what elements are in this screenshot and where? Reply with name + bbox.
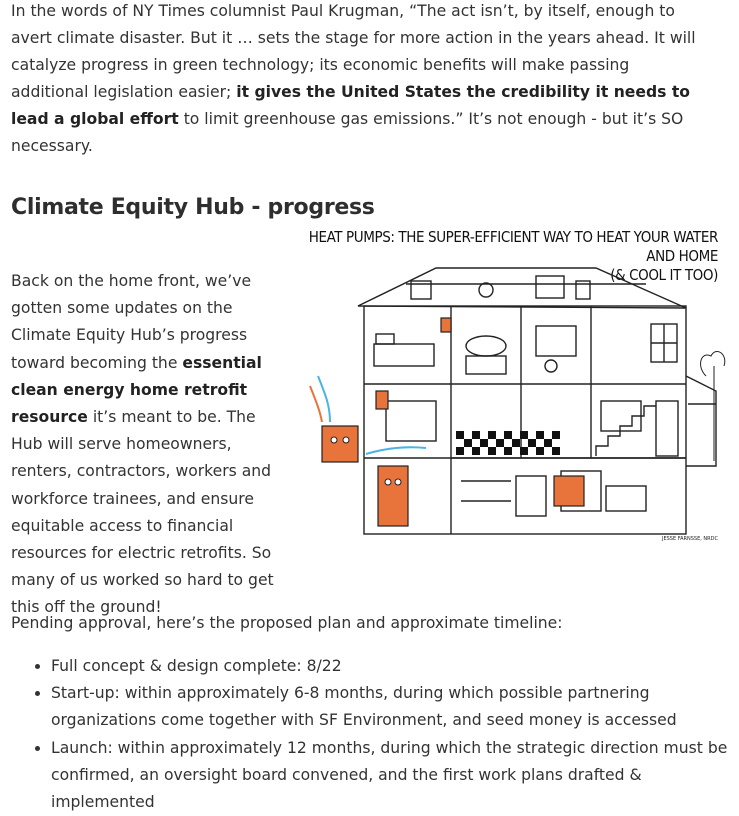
kitchen-floor [456,431,560,455]
section-body-bold: essential clean energy home retrofit resource [11,353,262,427]
intro-bold-text: it gives the United States the credibility it needs to lead a global effort [11,83,690,128]
heat-pump-illustration [296,226,726,548]
heat-pump-units [322,318,584,526]
section-body [11,268,291,622]
section-body-text-2: it’s meant to be. The Hub will serve homeowners, renters, contractors, workers and workforce trainees, and ensure equitable access to financial resources for electric retrofits. So many of us worked so hard to get this off the ground! [11,408,274,617]
pending-text: Pending approval, here’s the proposed plan and approximate timeline: [11,614,563,632]
illustration-title-line2: (& COOL IT TOO) [610,266,718,284]
timeline-item: • Full concept & design complete: 8/22 [51,653,730,680]
intro-text-2: to limit greenhouse gas emissions.” It’s not enough - but it’s SO necessary. [11,110,684,155]
section-body-text-1: Back on the home front, we’ve gotten some updates on the Climate Equity Hub’s progress toward becoming the [11,272,252,372]
timeline-item: • Launch: within approximately 12 months, during which the strategic direction must be confirmed, an oversight board convened, and the first work plans drafted & implemented [51,735,730,816]
illustration-credit: JESSE FARNSSE, NRDC [661,536,718,542]
intro-paragraph [11,0,711,160]
timeline-list [0,653,730,816]
intro-text-1: In the words of NY Times columnist Paul Krugman, “The act isn’t, by itself, enough to avert climate disaster. But it … sets the stage for more action in the years ahead. It will catalyze progress in green technology; its economic benefits will make passing additional legislation easier; [11,2,696,101]
section-heading: Climate Equity Hub - progress [11,195,375,220]
timeline-item: • Start-up: within approximately 6-8 months, during which possible partnering organizations come together with SF Environment, and seed money is accessed [51,680,730,734]
house-drawing [296,226,726,548]
illustration-title-line1: HEAT PUMPS: THE SUPER-EFFICIENT WAY TO HEAT YOUR WATER AND HOME [308,228,718,265]
